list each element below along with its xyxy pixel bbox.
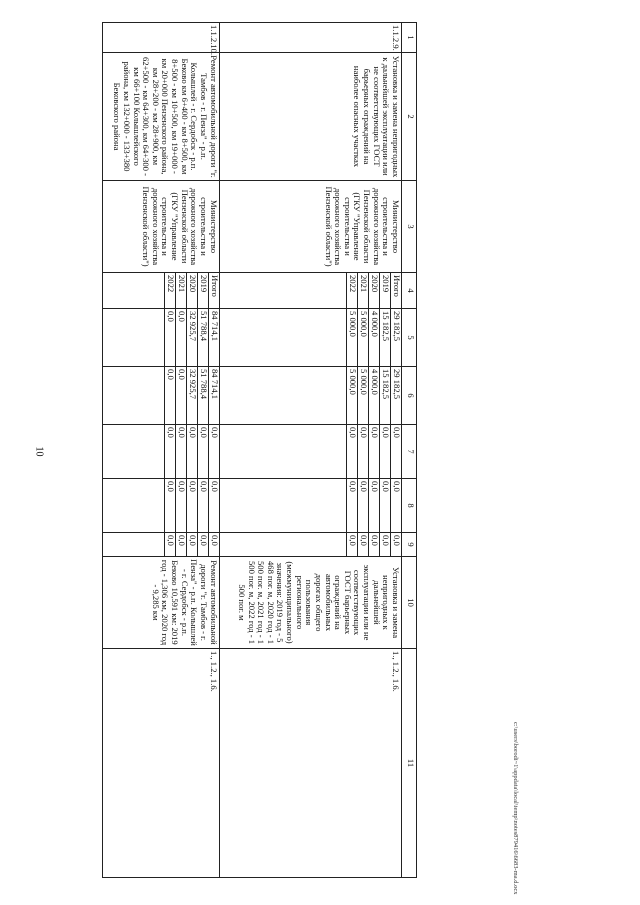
- amount-regional: 84 714,1: [208, 367, 219, 425]
- amount-total: 0,0: [175, 309, 186, 367]
- year-label: 2019: [380, 273, 391, 309]
- amount-col8: 0,0: [369, 479, 380, 533]
- amount-col8: 0,0: [358, 479, 369, 533]
- year-label: 2022: [164, 273, 175, 309]
- amount-col9: 0,0: [164, 533, 175, 557]
- amount-regional: 4 000,0: [369, 367, 380, 425]
- amount-col7: 0,0: [391, 425, 402, 479]
- spacer-cell: [219, 479, 346, 533]
- year-label: 2019: [197, 273, 208, 309]
- amount-col7: 0,0: [358, 425, 369, 479]
- program-table: [102, 22, 417, 878]
- spacer-cell: [219, 309, 346, 367]
- row-id: 1.1.2.9.: [219, 23, 401, 53]
- row-result: Установка и замена непригодных к дальнейшей эксплуатации или не соответствующих ГОСТ барьерных ограждений на автомобильных дорогах общего пользования регионального (межмуниципального) значения: 2019 год - 5 468 пог. м, 2020 год - 1 500 пог. м, 2021 год - 1 500 пог. м, 2022 год - 1 500 пог. м: [219, 557, 401, 649]
- amount-col7: 0,0: [347, 425, 358, 479]
- amount-col7: 0,0: [208, 425, 219, 479]
- spacer-cell: [103, 273, 165, 309]
- amount-col7: 0,0: [197, 425, 208, 479]
- amount-total: 4 000,0: [369, 309, 380, 367]
- header-cell: 5: [402, 309, 417, 367]
- year-label: 2020: [369, 273, 380, 309]
- header-cell: 6: [402, 367, 417, 425]
- spacer-cell: [103, 425, 165, 479]
- amount-regional: 51 788,4: [197, 367, 208, 425]
- amount-col8: 0,0: [208, 479, 219, 533]
- rotated-page: [102, 22, 417, 877]
- amount-regional: 29 182,5: [391, 367, 402, 425]
- amount-col7: 0,0: [380, 425, 391, 479]
- year-label: 2021: [358, 273, 369, 309]
- year-label: Итого: [391, 273, 402, 309]
- amount-col8: 0,0: [380, 479, 391, 533]
- amount-col8: 0,0: [197, 479, 208, 533]
- header-cell: 7: [402, 425, 417, 479]
- row-executor: Министерство строительства и дорожного хозяйства Пензенской области (ГКУ "Управление строительства и дорожного хозяйства Пензенской области"): [103, 181, 220, 273]
- amount-total: 32 925,7: [186, 309, 197, 367]
- header-cell: 11: [402, 649, 417, 878]
- amount-regional: 15 182,5: [380, 367, 391, 425]
- amount-total: 5 000,0: [347, 309, 358, 367]
- header-cell: 2: [402, 53, 417, 181]
- year-label: Итого: [208, 273, 219, 309]
- amount-regional: 5 000,0: [347, 367, 358, 425]
- year-label: 2022: [347, 273, 358, 309]
- footer-file-path: c:\users\borodi~1\appdata\local\temp\notes879416\6683-ma.d.ocx: [512, 722, 519, 895]
- year-label: 2020: [186, 273, 197, 309]
- spacer-cell: [219, 273, 346, 309]
- amount-regional: 32 925,7: [186, 367, 197, 425]
- spacer-cell: [103, 367, 165, 425]
- row-description: Ремонт автомобильной дороги "г. Тамбов - г. Пенза" - р.п. Колышлей - г. Сердобск - р.п. Бековo км 6+400 - км 8+500, км 8+500 - км 10+500, км 19+000 - км 20+000 Пензенского района, км 28+200 - км 28+900, км 62+500 - км 64+300, км 64+300 - км 66+100 Колышлейского района, км 132+000 - 133+380 Бековского района: [103, 53, 220, 181]
- header-cell: 8: [402, 479, 417, 533]
- amount-col8: 0,0: [175, 479, 186, 533]
- amount-regional: 0,0: [164, 367, 175, 425]
- header-cell: 4: [402, 273, 417, 309]
- amount-col7: 0,0: [369, 425, 380, 479]
- amount-col8: 0,0: [164, 479, 175, 533]
- amount-col9: 0,0: [208, 533, 219, 557]
- amount-col7: 0,0: [164, 425, 175, 479]
- spacer-cell: [219, 367, 346, 425]
- amount-col9: 0,0: [347, 533, 358, 557]
- table-row: [208, 23, 219, 878]
- year-label: 2021: [175, 273, 186, 309]
- header-cell: 3: [402, 181, 417, 273]
- amount-col7: 0,0: [186, 425, 197, 479]
- amount-total: 84 714,1: [208, 309, 219, 367]
- header-cell: 9: [402, 533, 417, 557]
- amount-col9: 0,0: [380, 533, 391, 557]
- spacer-cell: [219, 533, 346, 557]
- amount-col9: 0,0: [391, 533, 402, 557]
- amount-col8: 0,0: [186, 479, 197, 533]
- amount-col9: 0,0: [358, 533, 369, 557]
- amount-regional: 5 000,0: [358, 367, 369, 425]
- amount-total: 15 182,5: [380, 309, 391, 367]
- row-indicators: 1., 1.2., 1.6.: [219, 649, 401, 878]
- amount-col9: 0,0: [186, 533, 197, 557]
- header-cell: 10: [402, 557, 417, 649]
- amount-col9: 0,0: [369, 533, 380, 557]
- amount-total: 29 182,5: [391, 309, 402, 367]
- amount-col8: 0,0: [391, 479, 402, 533]
- amount-col8: 0,0: [347, 479, 358, 533]
- spacer-cell: [103, 533, 165, 557]
- row-indicators: 1., 1.2., 1.6.: [103, 649, 220, 878]
- row-id: 1.1.2.10.: [103, 23, 220, 53]
- row-executor: Министерство строительства и дорожного хозяйства Пензенской области (ГКУ "Управление строительства и дорожного хозяйства Пензенской области"): [219, 181, 401, 273]
- spacer-cell: [103, 309, 165, 367]
- spacer-cell: [219, 425, 346, 479]
- spacer-cell: [103, 479, 165, 533]
- amount-total: 0,0: [164, 309, 175, 367]
- header-row: [402, 23, 417, 878]
- amount-total: 51 788,4: [197, 309, 208, 367]
- header-cell: 1: [402, 23, 417, 53]
- amount-col9: 0,0: [197, 533, 208, 557]
- amount-col7: 0,0: [175, 425, 186, 479]
- amount-regional: 0,0: [175, 367, 186, 425]
- page-number: 10: [33, 446, 45, 457]
- row-description: Установка и замена непригодных к дальнейшей эксплуатации или не соответствующих ГОСТ барьерных ограждений на наиболее опасных участках: [219, 53, 401, 181]
- amount-col9: 0,0: [175, 533, 186, 557]
- row-result: Ремонт автомобильной дороги "г. Тамбов - г. Пенза" - р.п. Колышлей - г. Сердобск - р.п. Бековo 10,591 км: 2019 год - 1,306 км, 2020 год - 9,285 км: [103, 557, 220, 649]
- table-row: [391, 23, 402, 878]
- amount-total: 5 000,0: [358, 309, 369, 367]
